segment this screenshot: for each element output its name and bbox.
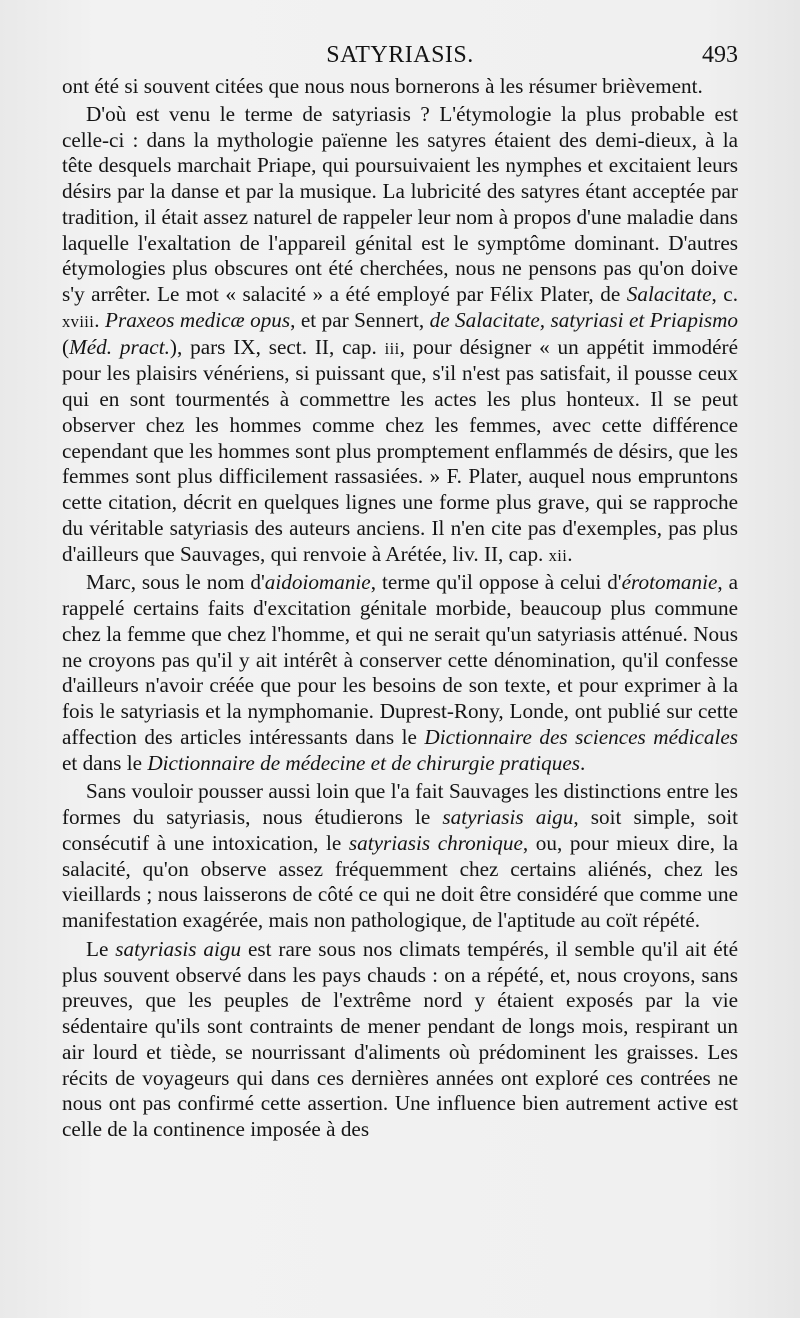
text-run: , ou, pour mieux dire, la salacité, qu'on observe assez fréquemment chez certains aliénés, chez les vieillards ; nous laisserons de côté ce qui ne doit être considéré que comme une manifestation exagérée, mais non pathologique, de l'aptitude au coït répété.	[62, 830, 738, 932]
running-head: SATYRIASIS.	[326, 42, 474, 68]
text-run: ont été si souvent citées que nous nous bornerons à les résumer brièvement.	[62, 74, 703, 98]
text-run: , a rappelé certains faits d'excitation génitale morbide, beaucoup plus commune chez la femme que chez l'homme, et qui ne serait qu'un satyriasis atténué. Nous ne croyons pas qu'il y ait intérêt à conserver cette dénomination, qu'il confesse d'ailleurs n'avoir créée que pour les besoins de son texte, et pour exprimer à la fois le satyriasis et la nymphomanie. Duprest-Rony, Londe, ont publié sur cette affection des articles intéressants dans le	[62, 570, 738, 749]
text-run: et dans le	[62, 750, 148, 775]
text-run: , soit simple, soit consécutif à une intoxication, le	[62, 805, 738, 855]
page-header	[62, 42, 738, 72]
text-run: D'où est venu le terme de satyriasis ? L'étymologie la plus probable est celle-ci : dans la mythologie païenne les satyres étaient des demi-dieux, à la tête desquels marchait Priape, qui poursuivaient les nymphes et excitaient leurs désirs par la danse et par la musique. La lubricité des satyres étant acceptée par tradition, il était assez naturel de rappeler leur nom à propos d'une maladie dans laquelle l'exaltation de l'appareil génital est le symptôme dominant. D'autres étymologies plus obscures ont été cherchées, nous ne pensons pas qu'on doive s'y arrêter. Le mot « salacité » a été employé par Félix Plater, de	[62, 101, 738, 306]
text-run: de Salacitate, satyriasi et Priapismo	[429, 307, 738, 332]
text-run: .	[94, 307, 106, 332]
text-run: Méd. pract.	[69, 334, 170, 359]
paragraph-5	[62, 937, 738, 1143]
text-run: aidoiomanie	[264, 570, 371, 595]
text-run: Dictionnaire de médecine et de chirurgie pratiques	[147, 750, 580, 775]
paragraph-2	[62, 102, 738, 569]
text-run: Salacitate	[626, 282, 712, 306]
text-run: satyriasis aigu	[115, 936, 242, 961]
text-run: ), pars IX, sect. II, cap.	[169, 334, 385, 359]
text-run: , terme qu'il oppose à celui d'	[370, 570, 622, 595]
text-run: satyriasis chronique	[348, 830, 523, 855]
text-run: satyriasis aigu	[442, 805, 574, 829]
text-run: Sans vouloir pousser aussi loin que l'a fait Sauvages les distinctions entre les formes du satyriasis, nous étudierons le	[62, 779, 738, 829]
text-run: (	[62, 334, 70, 359]
text-run: , c.	[711, 282, 739, 306]
body-text	[62, 74, 738, 1143]
text-run: Dictionnaire des sciences médicales	[424, 724, 738, 749]
page-number: 493	[702, 42, 738, 68]
text-run: Praxeos medicæ opus	[105, 307, 291, 332]
paragraph-1	[62, 74, 738, 100]
text-run: .	[579, 750, 586, 775]
text-run: , pour désigner « un appétit immodéré pour les plaisirs vénériens, si puissant que, s'il n'est pas satisfait, il pousse ceux qui en sont tourmentés à commettre les actes les plus honteux. Il se peut observer chez les hommes comme chez les femmes, avec cette différence cependant que les hommes sont plus promptement enflammés de désirs, que les femmes sont plus difficilement rassasiées. » F. Plater, auquel nous empruntons cette citation, décrit en quelques lignes une forme plus grave, qui se rapproche du véritable satyriasis des auteurs anciens. Il n'en cite pas d'exemples, pas plus d'ailleurs que Sauvages, qui renvoie à Arétée, liv. II, cap.	[62, 334, 739, 566]
paragraph-3	[62, 570, 738, 776]
text-run: .	[567, 541, 573, 566]
text-run: xii	[548, 545, 568, 565]
paragraph-4	[62, 779, 738, 934]
text-run: iii	[384, 338, 400, 358]
text-run: est rare sous nos climats tempérés, il semble qu'il ait été plus souvent observé dans les pays chauds : on a répété, et, nous croyons, sans preuves, que les peuples de l'extrême nord y étaient exposés par la vie sédentaire qu'ils sont contraints de mener pendant de longs mois, respirant un air lourd et tiède, se nourrissant d'aliments où prédominent les graisses. Les récits de voyageurs qui dans ces dernières années ont exploré ces contrées ne nous ont pas confirmé cette assertion. Une influence bien autrement active est celle de la continence imposée à des	[62, 936, 739, 1141]
text-run: , et par Sennert,	[290, 307, 430, 332]
text-run: érotomanie	[621, 570, 718, 595]
text-run: Le	[86, 936, 116, 961]
text-run: Marc, sous le nom d'	[86, 570, 265, 595]
text-run: xviii	[62, 311, 95, 331]
